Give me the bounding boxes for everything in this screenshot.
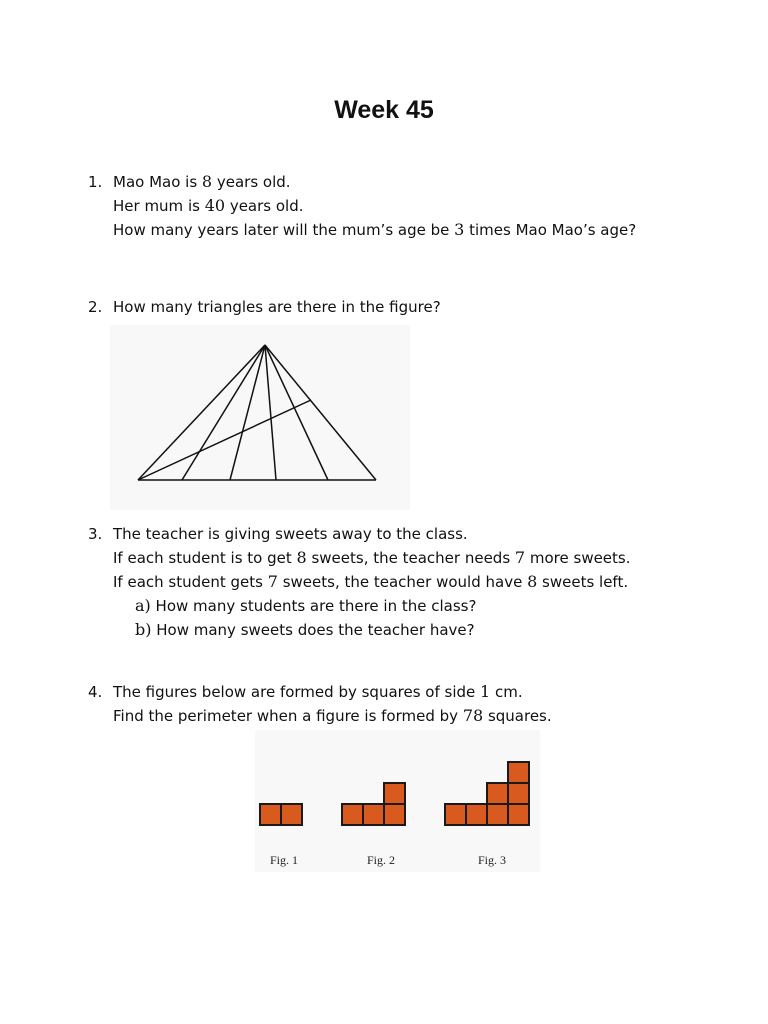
page-title: Week 45 [334,96,434,124]
question-line: How many years later will the mum’s age be 3 times Mao Mao’s age? [113,220,637,239]
fig-2-square [384,804,405,825]
question-number: 2. [88,298,103,316]
triangle-figure [110,325,410,510]
fig-2-square [342,804,363,825]
fig-1-caption: Fig. 1 [269,853,299,867]
question-number: 4. [88,683,103,701]
question-4 [88,680,552,728]
question-number: 1. [88,173,103,191]
fig-1-square [260,804,281,825]
question-2 [88,295,441,319]
fig-3-square [508,783,529,804]
subquestion-b: b) How many sweets does the teacher have? [135,620,475,639]
fig-3-square [445,804,466,825]
question-line: How many triangles are there in the figure? [113,298,441,316]
question-line: Mao Mao is 8 years old. [113,172,291,191]
fig-3-square [487,783,508,804]
fig-3-square [508,762,529,783]
fig-3-square [508,804,529,825]
question-line: Find the perimeter when a figure is formed by 78 squares. [113,706,552,725]
fig-1-square [281,804,302,825]
question-line: The figures below are formed by squares of side 1 cm. [113,682,523,701]
fig-2-square [363,804,384,825]
question-line: If each student is to get 8 sweets, the teacher needs 7 more sweets. [113,548,631,567]
fig-3-square [466,804,487,825]
question-1 [88,170,636,242]
question-line: If each student gets 7 sweets, the teacher would have 8 sweets left. [113,572,629,591]
fig-3-caption: Fig. 3 [477,853,507,867]
staircase-figures [255,730,540,872]
fig-3-square [487,804,508,825]
question-line: Her mum is 40 years old. [113,196,304,215]
question-3 [88,522,631,642]
fig-2-square [384,783,405,804]
question-number: 3. [88,525,103,543]
fig-2-caption: Fig. 2 [366,853,396,867]
subquestion-a: a) How many students are there in the class? [135,596,477,615]
question-line: The teacher is giving sweets away to the class. [113,525,468,543]
